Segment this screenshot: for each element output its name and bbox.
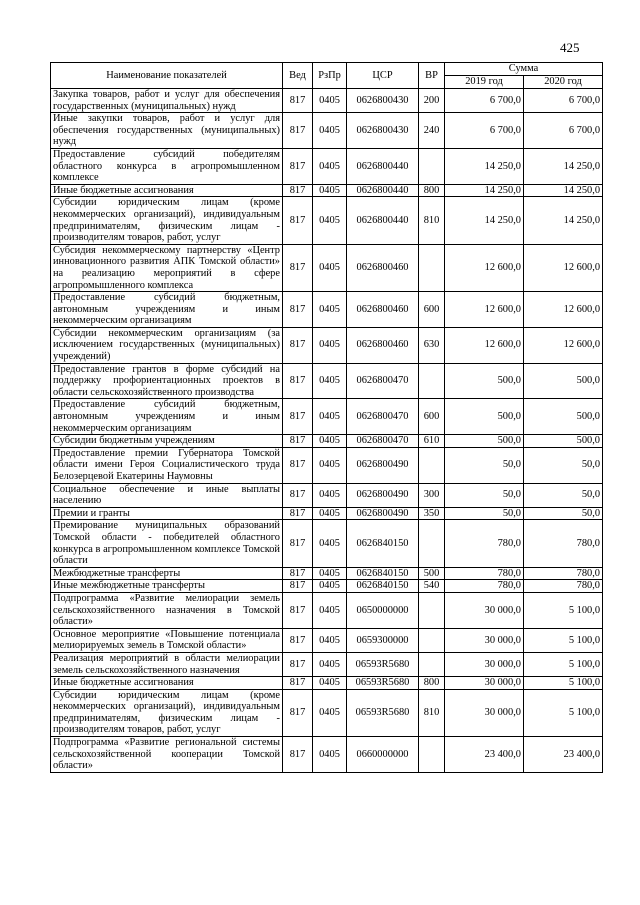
cell-name: Подпрограмма «Развитие мелиорации земель сельскохозяйственного назначения в Томской области» bbox=[51, 592, 283, 628]
cell-vr bbox=[419, 244, 445, 291]
cell-ved: 817 bbox=[283, 447, 313, 483]
cell-csr: 06593R5680 bbox=[347, 652, 419, 676]
cell-rzpr: 0405 bbox=[313, 148, 347, 184]
cell-vr: 350 bbox=[419, 507, 445, 520]
cell-ved: 817 bbox=[283, 184, 313, 197]
cell-name: Субсидии бюджетным учреждениям bbox=[51, 435, 283, 448]
table-row bbox=[51, 184, 603, 197]
cell-sum-2019: 12 600,0 bbox=[445, 292, 524, 328]
table-row bbox=[51, 507, 603, 520]
cell-name: Реализация мероприятий в области мелиорации земель сельскохозяйственного назначения bbox=[51, 652, 283, 676]
cell-sum-2019: 500,0 bbox=[445, 363, 524, 399]
cell-sum-2020: 23 400,0 bbox=[524, 737, 603, 773]
cell-sum-2020: 5 100,0 bbox=[524, 652, 603, 676]
table-row bbox=[51, 363, 603, 399]
header-year-2019: 2019 год bbox=[445, 76, 524, 89]
cell-vr: 300 bbox=[419, 483, 445, 507]
cell-rzpr: 0405 bbox=[313, 363, 347, 399]
cell-ved: 817 bbox=[283, 689, 313, 736]
table-row bbox=[51, 483, 603, 507]
table-row bbox=[51, 148, 603, 184]
cell-sum-2020: 500,0 bbox=[524, 399, 603, 435]
cell-name: Предоставление грантов в форме субсидий на поддержку профориентационных проектов в области сельскохозяйственного производства bbox=[51, 363, 283, 399]
cell-sum-2020: 6 700,0 bbox=[524, 89, 603, 113]
cell-ved: 817 bbox=[283, 113, 313, 149]
cell-csr: 0650000000 bbox=[347, 592, 419, 628]
table-row bbox=[51, 327, 603, 363]
cell-sum-2019: 50,0 bbox=[445, 447, 524, 483]
cell-vr: 610 bbox=[419, 435, 445, 448]
cell-name: Межбюджетные трансферты bbox=[51, 567, 283, 580]
cell-csr: 0626800470 bbox=[347, 399, 419, 435]
cell-ved: 817 bbox=[283, 148, 313, 184]
table-row bbox=[51, 580, 603, 593]
cell-csr: 0626800440 bbox=[347, 197, 419, 244]
table-row bbox=[51, 89, 603, 113]
cell-rzpr: 0405 bbox=[313, 483, 347, 507]
cell-name: Иные закупки товаров, работ и услуг для обеспечения государственных (муниципальных) нужд bbox=[51, 113, 283, 149]
cell-sum-2019: 780,0 bbox=[445, 580, 524, 593]
cell-vr bbox=[419, 520, 445, 567]
header-ved: Вед bbox=[283, 63, 313, 89]
cell-rzpr: 0405 bbox=[313, 628, 347, 652]
cell-sum-2019: 23 400,0 bbox=[445, 737, 524, 773]
cell-name: Премирование муниципальных образований Томской области - победителей областного конкурса в агропромышленном комплексе Томской области bbox=[51, 520, 283, 567]
cell-vr: 500 bbox=[419, 567, 445, 580]
cell-sum-2020: 50,0 bbox=[524, 507, 603, 520]
cell-vr: 600 bbox=[419, 399, 445, 435]
cell-sum-2019: 30 000,0 bbox=[445, 652, 524, 676]
cell-csr: 0626800490 bbox=[347, 447, 419, 483]
cell-name: Иные бюджетные ассигнования bbox=[51, 184, 283, 197]
cell-csr: 0626800460 bbox=[347, 292, 419, 328]
table-row bbox=[51, 628, 603, 652]
cell-ved: 817 bbox=[283, 737, 313, 773]
cell-rzpr: 0405 bbox=[313, 677, 347, 690]
cell-sum-2019: 30 000,0 bbox=[445, 689, 524, 736]
cell-sum-2020: 5 100,0 bbox=[524, 689, 603, 736]
header-csr: ЦСР bbox=[347, 63, 419, 89]
header-vr: ВР bbox=[419, 63, 445, 89]
cell-ved: 817 bbox=[283, 292, 313, 328]
table-row bbox=[51, 567, 603, 580]
cell-sum-2019: 14 250,0 bbox=[445, 184, 524, 197]
cell-sum-2020: 14 250,0 bbox=[524, 148, 603, 184]
cell-csr: 0626800470 bbox=[347, 363, 419, 399]
cell-ved: 817 bbox=[283, 89, 313, 113]
cell-sum-2019: 14 250,0 bbox=[445, 148, 524, 184]
table-row bbox=[51, 292, 603, 328]
header-sum: Сумма bbox=[445, 63, 603, 76]
cell-rzpr: 0405 bbox=[313, 507, 347, 520]
cell-rzpr: 0405 bbox=[313, 592, 347, 628]
cell-sum-2019: 30 000,0 bbox=[445, 592, 524, 628]
cell-vr bbox=[419, 148, 445, 184]
cell-sum-2020: 5 100,0 bbox=[524, 592, 603, 628]
cell-rzpr: 0405 bbox=[313, 580, 347, 593]
cell-name: Премии и гранты bbox=[51, 507, 283, 520]
cell-name: Закупка товаров, работ и услуг для обеспечения государственных (муниципальных) нужд bbox=[51, 89, 283, 113]
cell-csr: 0626800490 bbox=[347, 507, 419, 520]
cell-rzpr: 0405 bbox=[313, 520, 347, 567]
cell-sum-2019: 50,0 bbox=[445, 507, 524, 520]
cell-csr: 0626800430 bbox=[347, 113, 419, 149]
cell-name: Предоставление субсидий победителям областного конкурса в агропромышленном комплексе bbox=[51, 148, 283, 184]
cell-vr: 800 bbox=[419, 677, 445, 690]
cell-rzpr: 0405 bbox=[313, 689, 347, 736]
cell-ved: 817 bbox=[283, 399, 313, 435]
cell-ved: 817 bbox=[283, 628, 313, 652]
cell-sum-2020: 780,0 bbox=[524, 520, 603, 567]
cell-rzpr: 0405 bbox=[313, 399, 347, 435]
cell-sum-2020: 12 600,0 bbox=[524, 327, 603, 363]
cell-rzpr: 0405 bbox=[313, 244, 347, 291]
budget-table bbox=[50, 62, 603, 773]
cell-vr: 200 bbox=[419, 89, 445, 113]
cell-rzpr: 0405 bbox=[313, 327, 347, 363]
cell-csr: 0626800460 bbox=[347, 244, 419, 291]
header-year-2020: 2020 год bbox=[524, 76, 603, 89]
cell-csr: 06593R5680 bbox=[347, 689, 419, 736]
cell-ved: 817 bbox=[283, 197, 313, 244]
cell-sum-2020: 12 600,0 bbox=[524, 244, 603, 291]
cell-name: Субсидии юридическим лицам (кроме некоммерческих организаций), индивидуальным предпринимателям, физическим лицам - производителям товаров, работ, услуг bbox=[51, 689, 283, 736]
cell-csr: 0626840150 bbox=[347, 520, 419, 567]
cell-sum-2019: 780,0 bbox=[445, 567, 524, 580]
cell-vr: 600 bbox=[419, 292, 445, 328]
cell-ved: 817 bbox=[283, 244, 313, 291]
cell-name: Основное мероприятие «Повышение потенциала мелиорируемых земель в Томской области» bbox=[51, 628, 283, 652]
cell-ved: 817 bbox=[283, 677, 313, 690]
cell-name: Предоставление субсидий бюджетным, автономным учреждениям и иным некоммерческим организациям bbox=[51, 399, 283, 435]
cell-name: Социальное обеспечение и иные выплаты населению bbox=[51, 483, 283, 507]
cell-vr bbox=[419, 652, 445, 676]
cell-sum-2020: 12 600,0 bbox=[524, 292, 603, 328]
cell-name: Субсидии юридическим лицам (кроме некоммерческих организаций), индивидуальным предпринимателям, физическим лицам - производителям товаров, работ, услуг bbox=[51, 197, 283, 244]
cell-rzpr: 0405 bbox=[313, 435, 347, 448]
cell-sum-2020: 780,0 bbox=[524, 567, 603, 580]
cell-sum-2020: 50,0 bbox=[524, 447, 603, 483]
cell-sum-2020: 6 700,0 bbox=[524, 113, 603, 149]
cell-vr bbox=[419, 628, 445, 652]
cell-sum-2019: 50,0 bbox=[445, 483, 524, 507]
cell-vr: 800 bbox=[419, 184, 445, 197]
table-row bbox=[51, 689, 603, 736]
cell-name: Иные бюджетные ассигнования bbox=[51, 677, 283, 690]
cell-ved: 817 bbox=[283, 652, 313, 676]
cell-rzpr: 0405 bbox=[313, 652, 347, 676]
cell-ved: 817 bbox=[283, 435, 313, 448]
cell-rzpr: 0405 bbox=[313, 184, 347, 197]
cell-rzpr: 0405 bbox=[313, 197, 347, 244]
cell-sum-2019: 12 600,0 bbox=[445, 327, 524, 363]
cell-name: Иные межбюджетные трансферты bbox=[51, 580, 283, 593]
cell-sum-2019: 14 250,0 bbox=[445, 197, 524, 244]
cell-ved: 817 bbox=[283, 507, 313, 520]
table-row bbox=[51, 244, 603, 291]
cell-rzpr: 0405 bbox=[313, 113, 347, 149]
cell-ved: 817 bbox=[283, 483, 313, 507]
cell-vr: 810 bbox=[419, 689, 445, 736]
cell-vr bbox=[419, 447, 445, 483]
cell-sum-2020: 780,0 bbox=[524, 580, 603, 593]
cell-csr: 0659300000 bbox=[347, 628, 419, 652]
cell-csr: 0626800470 bbox=[347, 435, 419, 448]
cell-csr: 0626800490 bbox=[347, 483, 419, 507]
table-row bbox=[51, 399, 603, 435]
cell-name: Предоставление премии Губернатора Томской области имени Героя Социалистического труда Белозерцевой Екатерины Наумовны bbox=[51, 447, 283, 483]
cell-rzpr: 0405 bbox=[313, 447, 347, 483]
cell-sum-2019: 6 700,0 bbox=[445, 89, 524, 113]
page-number: 425 bbox=[560, 40, 580, 55]
cell-ved: 817 bbox=[283, 363, 313, 399]
cell-vr: 540 bbox=[419, 580, 445, 593]
table-row bbox=[51, 652, 603, 676]
cell-vr bbox=[419, 363, 445, 399]
cell-sum-2020: 14 250,0 bbox=[524, 184, 603, 197]
cell-name: Субсидия некоммерческому партнерству «Центр инновационного развития АПК Томской области» на реализацию мероприятий в сфере агропромышленного комплекса bbox=[51, 244, 283, 291]
cell-rzpr: 0405 bbox=[313, 737, 347, 773]
cell-name: Подпрограмма «Развитие региональной системы сельскохозяйственной кооперации Томской области» bbox=[51, 737, 283, 773]
cell-csr: 0626840150 bbox=[347, 580, 419, 593]
cell-sum-2019: 30 000,0 bbox=[445, 677, 524, 690]
table-row bbox=[51, 447, 603, 483]
table-row bbox=[51, 520, 603, 567]
header-rzpr: РзПр bbox=[313, 63, 347, 89]
cell-rzpr: 0405 bbox=[313, 292, 347, 328]
cell-csr: 0626840150 bbox=[347, 567, 419, 580]
table-row bbox=[51, 435, 603, 448]
cell-vr: 240 bbox=[419, 113, 445, 149]
cell-vr: 630 bbox=[419, 327, 445, 363]
cell-sum-2019: 780,0 bbox=[445, 520, 524, 567]
cell-sum-2019: 30 000,0 bbox=[445, 628, 524, 652]
cell-sum-2020: 5 100,0 bbox=[524, 677, 603, 690]
cell-sum-2020: 500,0 bbox=[524, 435, 603, 448]
cell-sum-2019: 12 600,0 bbox=[445, 244, 524, 291]
table-row bbox=[51, 737, 603, 773]
cell-csr: 0660000000 bbox=[347, 737, 419, 773]
cell-csr: 06593R5680 bbox=[347, 677, 419, 690]
cell-sum-2019: 6 700,0 bbox=[445, 113, 524, 149]
header-name: Наименование показателей bbox=[51, 63, 283, 89]
cell-name: Предоставление субсидий бюджетным, автономным учреждениям и иным некоммерческим организациям bbox=[51, 292, 283, 328]
cell-ved: 817 bbox=[283, 520, 313, 567]
table-row bbox=[51, 677, 603, 690]
cell-sum-2019: 500,0 bbox=[445, 399, 524, 435]
cell-rzpr: 0405 bbox=[313, 567, 347, 580]
cell-sum-2020: 50,0 bbox=[524, 483, 603, 507]
table-row bbox=[51, 113, 603, 149]
cell-vr bbox=[419, 592, 445, 628]
table-row bbox=[51, 197, 603, 244]
cell-csr: 0626800430 bbox=[347, 89, 419, 113]
cell-sum-2020: 500,0 bbox=[524, 363, 603, 399]
cell-ved: 817 bbox=[283, 592, 313, 628]
cell-sum-2019: 500,0 bbox=[445, 435, 524, 448]
cell-ved: 817 bbox=[283, 580, 313, 593]
table-row bbox=[51, 592, 603, 628]
cell-name: Субсидии некоммерческим организациям (за исключением государственных (муниципальных) учреждений) bbox=[51, 327, 283, 363]
cell-sum-2020: 5 100,0 bbox=[524, 628, 603, 652]
cell-sum-2020: 14 250,0 bbox=[524, 197, 603, 244]
cell-csr: 0626800440 bbox=[347, 184, 419, 197]
cell-rzpr: 0405 bbox=[313, 89, 347, 113]
cell-vr bbox=[419, 737, 445, 773]
cell-vr: 810 bbox=[419, 197, 445, 244]
cell-ved: 817 bbox=[283, 327, 313, 363]
cell-ved: 817 bbox=[283, 567, 313, 580]
cell-csr: 0626800460 bbox=[347, 327, 419, 363]
cell-csr: 0626800440 bbox=[347, 148, 419, 184]
